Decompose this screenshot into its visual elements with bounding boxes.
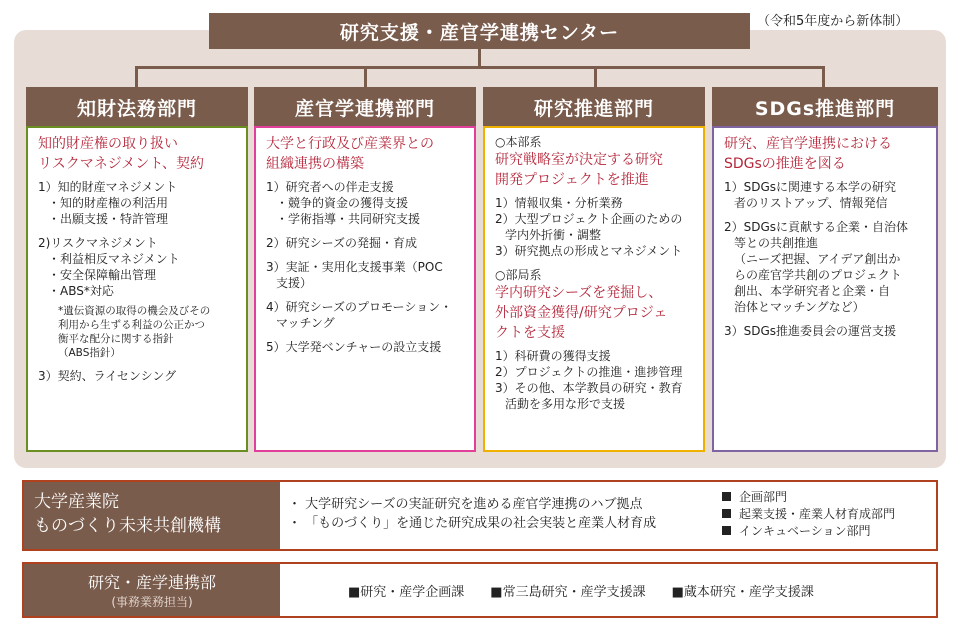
institute-label — [24, 482, 280, 549]
list-item: 2)リスクマネジメント — [38, 236, 158, 250]
list-item: （ニーズ把握、アイデア創出か — [734, 252, 901, 266]
list-item: 学内外折衝・調整 — [505, 228, 602, 242]
list-item: 創出、本学研究者と企業・自 — [734, 284, 891, 298]
list-item: 3）契約、ライセンシング — [38, 369, 177, 383]
dept-research-box — [483, 126, 705, 452]
connector-dept1 — [135, 66, 138, 88]
dept-sdgs-header: SDGs推進部門 — [712, 87, 938, 127]
dept-lead-line: 開発プロジェクトを推進 — [495, 172, 649, 188]
dept-lead-line: 研究、産官学連携における — [724, 136, 892, 152]
list-item: ■蔵本研究・産学支援課 — [671, 585, 814, 600]
footnote-line: （ABS指針） — [58, 347, 121, 359]
dept-research-header: 研究推進部門 — [483, 87, 705, 127]
connector-dept2 — [364, 66, 367, 88]
dept-ip-legal-box — [26, 126, 248, 452]
section-label-faculty: ○部局系 — [495, 268, 542, 282]
footnote-line: 利用から生ずる利益の公正かつ — [58, 319, 205, 331]
list-item: 3）その他、本学教員の研究・教育 — [495, 381, 683, 395]
connector-horizontal — [135, 66, 824, 69]
list-item: 2）プロジェクトの推進・進捗管理 — [495, 365, 683, 379]
square-bullet-icon — [722, 492, 731, 501]
footnote-line: 衡平な配分に関する指針 — [58, 333, 174, 345]
dept-industry-header: 産官学連携部門 — [254, 87, 476, 127]
list-item: 5）大学発ベンチャーの設立支援 — [266, 340, 442, 354]
list-item: 1）研究者への伴走支援 — [266, 180, 394, 194]
list-item: 2）SDGsに貢献する企業・自治体 — [724, 220, 909, 234]
list-item: 4）研究シーズのプロモーション・ — [266, 300, 453, 314]
institute-bullets — [288, 495, 656, 533]
list-item: 等との共創推進 — [734, 236, 819, 250]
dept-lead-line: リスクマネジメント、契約 — [38, 156, 205, 172]
list-item: 者のリストアップ、情報発信 — [734, 196, 888, 210]
square-bullet-icon — [722, 509, 731, 518]
list-item: ・ 「ものづくり」を通じた研究成果の社会実装と産業人材育成 — [288, 516, 657, 531]
list-item: 1）科研費の獲得支援 — [495, 349, 611, 363]
dept-lead-line: 研究戦略室が決定する研究 — [495, 152, 663, 168]
dept-lead-line: 外部資金獲得/研究プロジェ — [495, 305, 668, 321]
list-item: ・知的財産権の利活用 — [48, 196, 169, 210]
new-structure-note: （令和5年度から新体制） — [757, 14, 909, 29]
dept-lead-line: SDGsの推進を図る — [724, 156, 846, 172]
list-item: 活動を多用な形で支援 — [505, 397, 626, 411]
list-item: 1）SDGsに関連する本学の研究 — [724, 180, 897, 194]
dept-lead-line: 知的財産権の取り扱い — [38, 136, 178, 152]
section-label-hq: ○本部系 — [495, 135, 542, 149]
list-item: 治体とマッチングなど） — [734, 300, 865, 314]
dept-industry-box — [254, 126, 476, 452]
connector-dept4 — [822, 66, 825, 88]
dept-lead-line: 組織連携の構築 — [266, 156, 364, 172]
list-item: ・出願支援・特許管理 — [48, 212, 169, 226]
center-title: 研究支援・産官学連携センター — [209, 13, 750, 49]
list-item: 3）実証・実用化支援事業（POC — [266, 260, 443, 274]
list-item: ・ 大学研究シーズの実証研究を進める産官学連携のハブ拠点 — [288, 497, 643, 512]
list-item: ■研究・産学企画課 — [348, 585, 465, 600]
list-item: 2）研究シーズの発掘・育成 — [266, 236, 418, 250]
list-item: マッチング — [276, 316, 335, 330]
footnote-line: *遺伝資源の取得の機会及びその — [58, 305, 211, 317]
list-item: インキュベーション部門 — [722, 523, 895, 540]
list-item: 3）SDGs推進委員会の運営支援 — [724, 324, 897, 338]
list-item: ・利益相反マネジメント — [48, 252, 180, 266]
list-item: 支援） — [276, 276, 313, 290]
office-label — [24, 564, 280, 616]
dept-lead-line: 大学と行政及び産業界との — [266, 136, 434, 152]
list-item: ・学術指導・共同研究支援 — [276, 212, 421, 226]
institute-divisions — [722, 489, 895, 540]
institute-name-line1: 大学産業院 — [34, 492, 119, 512]
list-item: らの産官学共創のプロジェクト — [734, 268, 902, 282]
list-item: 2）大型プロジェクト企画のための — [495, 212, 683, 226]
list-item: 1）知的財産マネジメント — [38, 180, 178, 194]
office-row — [22, 562, 938, 618]
dept-sdgs-box — [712, 126, 938, 452]
dept-lead-line: クトを支援 — [495, 325, 565, 341]
office-subtitle: (事務業務担当) — [111, 595, 193, 609]
list-item: 3）研究拠点の形成とマネジメント — [495, 244, 683, 258]
list-item: 企画部門 — [722, 489, 895, 506]
connector-dept3 — [594, 66, 597, 88]
list-item: ・競争的資金の獲得支援 — [276, 196, 409, 210]
office-name: 研究・産学連携部 — [87, 573, 216, 592]
office-sections — [348, 581, 814, 600]
list-item: ・ABS*対応 — [48, 284, 114, 298]
dept-lead-line: 学内研究シーズを発掘し、 — [495, 285, 663, 301]
list-item: ■常三島研究・産学支援課 — [490, 585, 646, 600]
dept-ip-legal-header: 知財法務部門 — [26, 87, 248, 127]
list-item: 起業支援・産業人材育成部門 — [722, 506, 895, 523]
institute-name-line2: ものづくり未来共創機構 — [34, 516, 221, 536]
list-item: 1）情報収集・分析業務 — [495, 196, 623, 210]
institute-row — [22, 480, 938, 551]
square-bullet-icon — [722, 526, 731, 535]
list-item: ・安全保障輸出管理 — [48, 268, 157, 282]
